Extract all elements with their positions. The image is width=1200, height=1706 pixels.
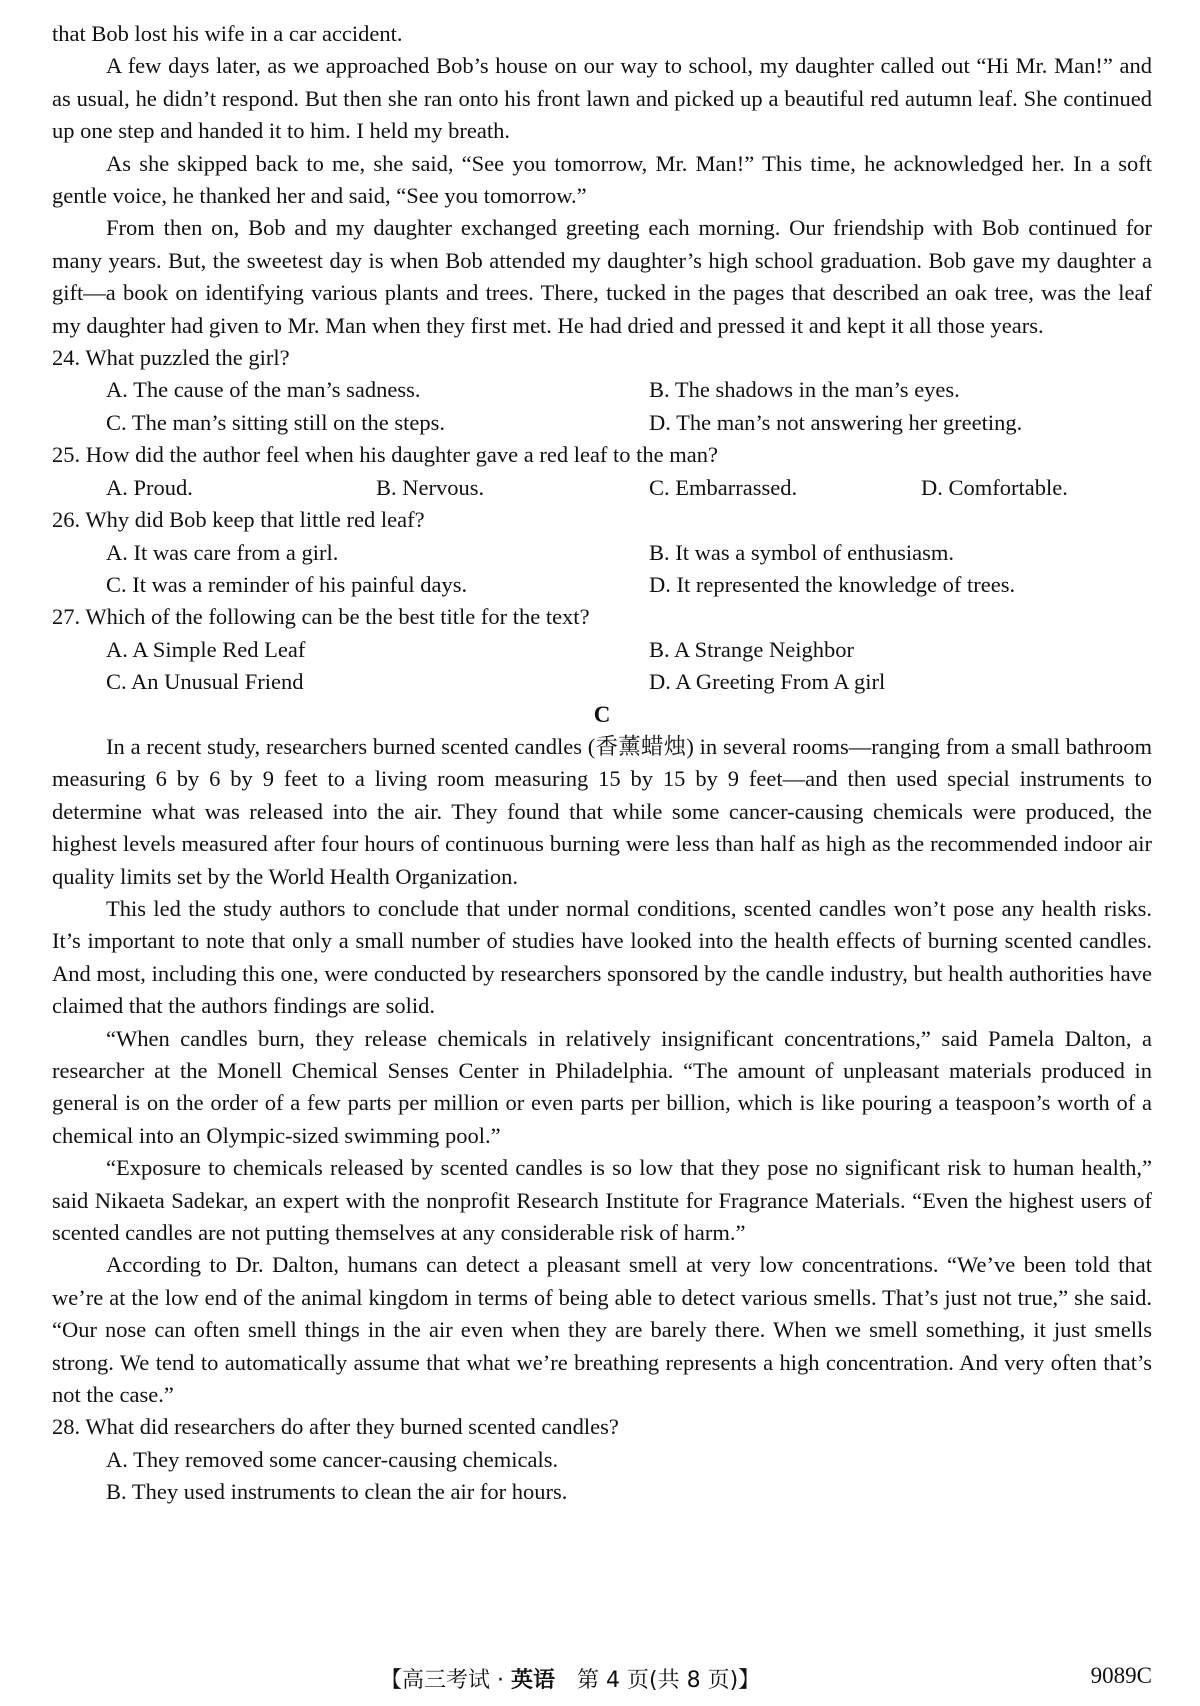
option: A. They removed some cancer-causing chemicals. [106,1446,559,1472]
passage-paragraph: From then on, Bob and my daughter exchanged greeting each morning. Our friendship with Bob continued for many years. But, the sweetest day is when Bob attended my daughter’s high school graduation. Bob gave my daughter a gift—a book on identifying various plants and trees. There, tucked in the pages that described an oak tree, was the leaf my daughter had given to Mr. Man when they first met. He had dried and pressed it and kept it all those years. [52,215,1152,338]
option: C. It was a reminder of his painful days. [106,571,468,597]
option: D. Comfortable. [921,474,1068,500]
footer-label [380,1663,760,1694]
passage-paragraph: that Bob lost his wife in a car accident. [52,21,403,46]
option: B. They used instruments to clean the air for hours. [106,1479,568,1505]
option: A. It was care from a girl. [106,539,339,565]
option: C. An Unusual Friend [106,669,304,695]
option: B. It was a symbol of enthusiasm. [649,539,954,565]
footer-exam: 高三考试 · [402,1668,511,1693]
passage-paragraph: “When candles burn, they release chemicals in relatively insignificant concentrations,” said Pamela Dalton, a researcher at the Monell Chemical Senses Center in Philadelphia. “The amount of unpleasant materials produced in general is on the order of a few parts per million or even parts per billion, which is like pouring a teaspoon’s worth of a chemical into an Olympic-sized swimming pool.” [52,1025,1152,1148]
question-25: 25. How did the author feel when his daughter gave a red leaf to the man? [52,442,719,468]
option: A. A Simple Red Leaf [106,636,306,662]
options-26 [52,537,1152,602]
option: B. A Strange Neighbor [649,636,854,662]
passage-paragraph: “Exposure to chemicals released by scented candles is so low that they pose no significant risk to human health,” said Nikaeta Sadekar, an expert with the nonprofit Research Institute for Fragrance Materials. “Even the highest users of scented candles are not putting themselves at any considerable risk of harm.” [52,1155,1152,1246]
option: C. The man’s sitting still on the steps. [106,409,445,435]
passage-paragraph: As she skipped back to me, she said, “See you tomorrow, Mr. Man!” This time, he acknowledged her. In a soft gentle voice, he thanked her and said, “See you tomorrow.” [52,150,1152,209]
options-25 [52,472,1152,504]
options-27 [52,634,1152,699]
option: C. Embarrassed. [649,474,798,500]
option: D. The man’s not answering her greeting. [649,409,1023,435]
passage-paragraph: According to Dr. Dalton, humans can detect a pleasant smell at very low concentrations. “We’ve been told that we’re at the low end of the animal kingdom in terms of being able to detect various smells. That’s just not true,” she said. “Our nose can often smell things in the air even when they are barely there. When we smell something, it just smells strong. We tend to automatically assume that what we’re breathing represents a high concentration. And very often that’s not the case.” [52,1252,1152,1408]
footer-close-bracket: 】 [738,1668,761,1693]
footer-subject: 英语 [511,1668,556,1693]
option: B. Nervous. [376,474,485,500]
exam-page [52,18,1152,1509]
footer-page-number: 第 4 页(共 8 页) [555,1668,739,1693]
option: D. A Greeting From A girl [649,669,886,695]
option: D. It represented the knowledge of trees. [649,571,1016,597]
passage-paragraph: A few days later, as we approached Bob’s house on our way to school, my daughter called out “Hi Mr. Man!” and as usual, he didn’t respond. But then she ran onto his front lawn and picked up a beautiful red autumn leaf. She continued up one step and handed it to him. I held my breath. [52,53,1152,144]
section-heading: C [593,701,611,727]
footer-open-bracket: 【 [380,1668,403,1693]
question-27: 27. Which of the following can be the best title for the text? [52,604,590,630]
passage-paragraph: This led the study authors to conclude that under normal conditions, scented candles won’t pose any health risks. It’s important to note that only a small number of studies have looked into the health effects of burning scented candles. And most, including this one, were conducted by researchers sponsored by the candle industry, but health authorities have claimed that the authors findings are solid. [52,895,1152,1019]
option: A. The cause of the man’s sadness. [106,377,421,403]
passage-paragraph: In a recent study, researchers burned scented candles (香薰蜡烛) in several rooms—ranging from a small bathroom measuring 6 by 6 by 9 feet to a living room measuring 15 by 15 by 9 feet—and then used special instruments to determine what was released into the air. They found that while some cancer-causing chemicals were produced, the highest levels measured after four hours of continuous burning were less than half as high as the recommended indoor air quality limits set by the World Health Organization. [52,733,1152,889]
exam-code: 9089C [1090,1663,1152,1688]
option: B. The shadows in the man’s eyes. [649,377,960,403]
option: A. Proud. [106,474,193,500]
question-28: 28. What did researchers do after they burned scented candles? [52,1414,619,1440]
question-24: 24. What puzzled the girl? [52,345,290,371]
options-24 [52,374,1152,439]
question-26: 26. Why did Bob keep that little red leaf? [52,507,425,533]
page-footer [0,1663,1200,1699]
